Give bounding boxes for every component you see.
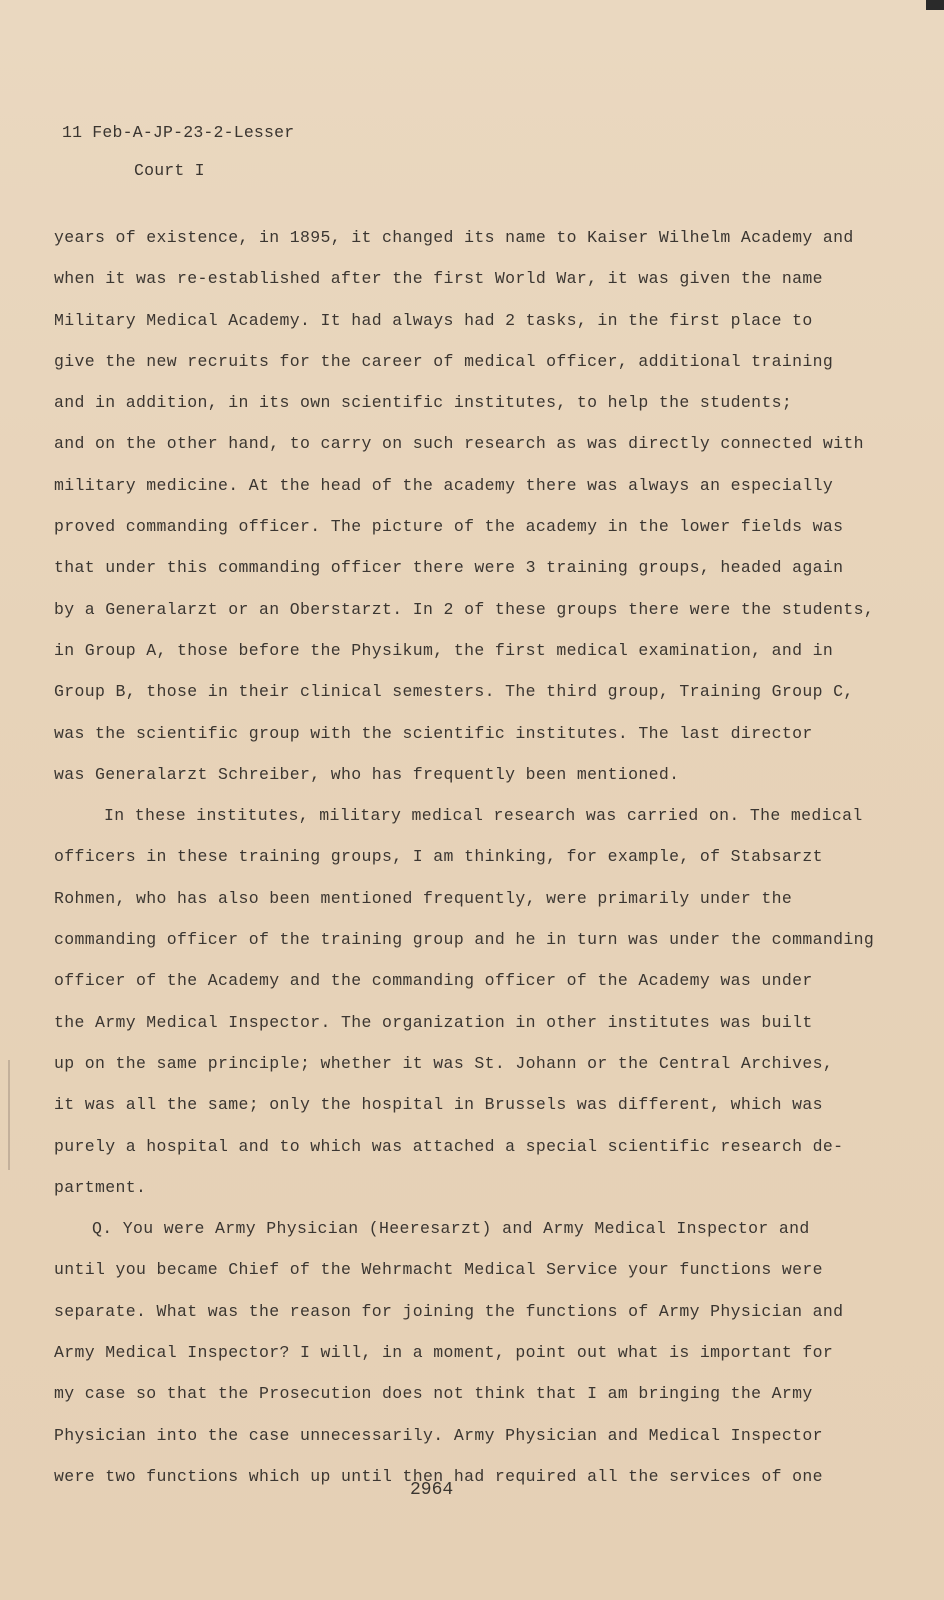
text-line: and in addition, in its own scientific institutes, to help the students; <box>54 393 793 413</box>
text-line: that under this commanding officer there were 3 training groups, headed again <box>54 558 844 578</box>
text-line: my case so that the Prosecution does not think that I am bringing the Army <box>54 1384 813 1404</box>
text-line: partment. <box>54 1177 147 1197</box>
text-line: Physician into the case unnecessarily. Army Physician and Medical Inspector <box>54 1425 823 1445</box>
text-line: in Group A, those before the Physikum, the first medical examination, and in <box>54 640 834 660</box>
text-line: it was all the same; only the hospital in Brussels was different, which was <box>54 1095 823 1115</box>
text-line: military medicine. At the head of the academy there was always an especially <box>54 475 834 495</box>
text-line: Group B, those in their clinical semesters. The third group, Training Group C, <box>54 682 854 702</box>
text-line: proved commanding officer. The picture of the academy in the lower fields was <box>54 517 844 537</box>
text-line: Rohmen, who has also been mentioned frequently, were primarily under the <box>54 888 793 908</box>
text-line: until you became Chief of the Wehrmacht Medical Service your functions were <box>54 1260 823 1280</box>
text-line: and on the other hand, to carry on such research as was directly connected with <box>54 434 864 454</box>
text-line: by a Generalarzt or an Oberstarzt. In 2 of these groups there were the students, <box>54 599 875 619</box>
transcript-body <box>54 217 894 1497</box>
question-start-line: Q. You were Army Physician (Heeresarzt) and Army Medical Inspector and <box>92 1219 810 1239</box>
text-line: the Army Medical Inspector. The organization in other institutes was built <box>54 1012 813 1032</box>
text-line: officers in these training groups, I am thinking, for example, of Stabsarzt <box>54 847 823 867</box>
text-line: was Generalarzt Schreiber, who has frequently been mentioned. <box>54 764 680 784</box>
paragraph-start-line: In these institutes, military medical research was carried on. The medical <box>104 806 863 826</box>
text-line: officer of the Academy and the commanding officer of the Academy was under <box>54 971 813 991</box>
page-edge-mark <box>8 1060 10 1170</box>
text-line: was the scientific group with the scientific institutes. The last director <box>54 723 813 743</box>
text-line: when it was re-established after the first World War, it was given the name <box>54 269 823 289</box>
reference-line: 11 Feb-A-JP-23-2-Lesser <box>62 123 295 142</box>
text-line: Army Medical Inspector? I will, in a moment, point out what is important for <box>54 1343 834 1363</box>
text-line: years of existence, in 1895, it changed its name to Kaiser Wilhelm Academy and <box>54 228 854 247</box>
document-header <box>62 114 294 190</box>
text-line: were two functions which up until then had required all the services of one <box>54 1466 823 1486</box>
text-line: purely a hospital and to which was attached a special scientific research de- <box>54 1136 844 1156</box>
text-line: commanding officer of the training group and he in turn was under the commanding <box>54 930 875 950</box>
corner-mark <box>926 0 944 10</box>
text-line: Military Medical Academy. It had always had 2 tasks, in the first place to <box>54 310 813 330</box>
court-line: Court I <box>134 161 205 180</box>
page-number: 2964 <box>410 1480 454 1500</box>
text-line: up on the same principle; whether it was St. Johann or the Central Archives, <box>54 1053 834 1073</box>
text-line: give the new recruits for the career of medical officer, additional training <box>54 351 834 371</box>
text-line: separate. What was the reason for joining the functions of Army Physician and <box>54 1301 844 1321</box>
